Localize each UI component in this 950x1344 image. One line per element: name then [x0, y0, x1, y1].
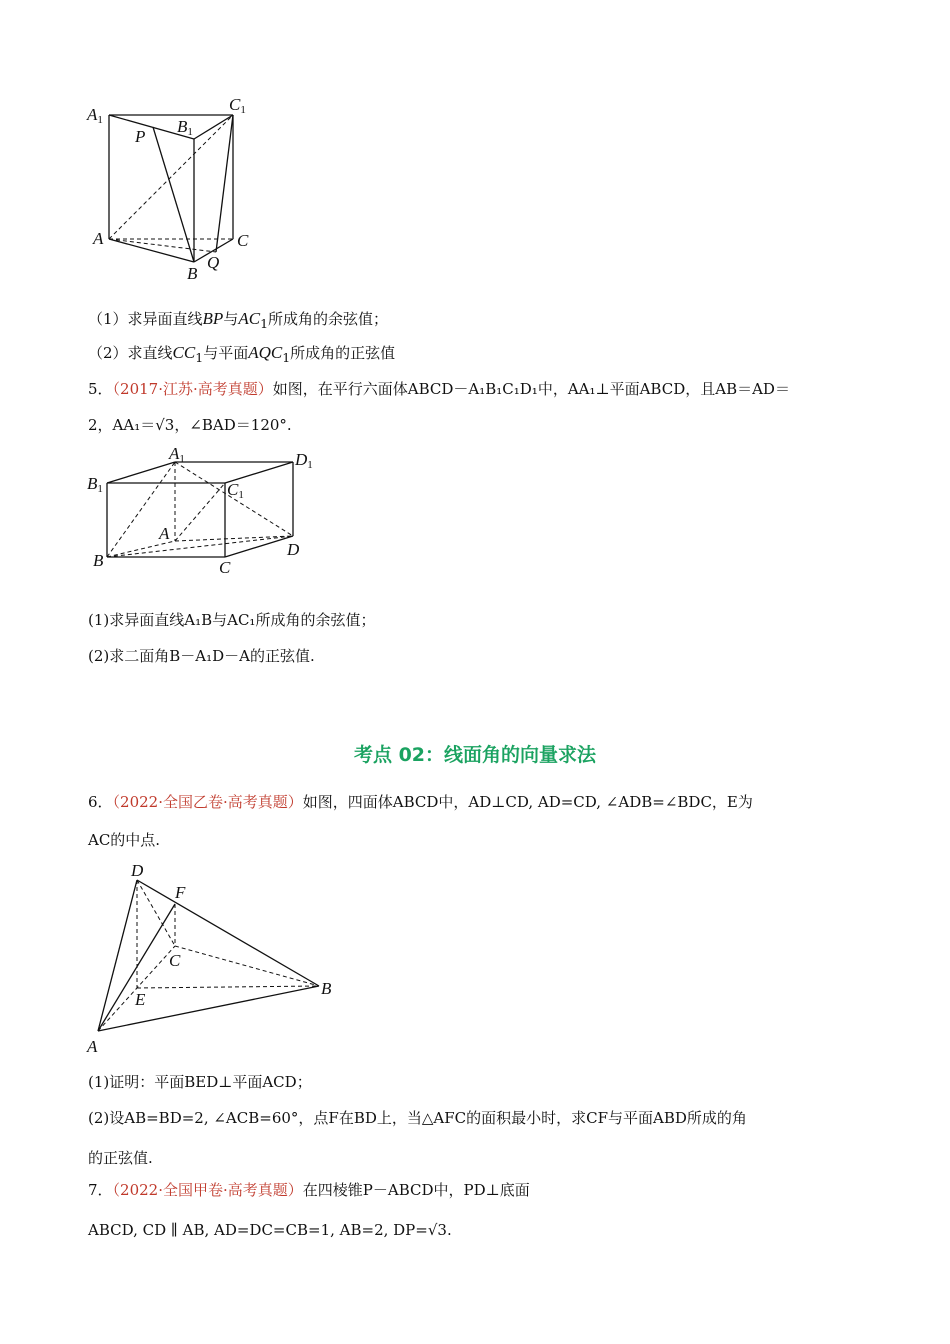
label-c: C	[237, 231, 249, 250]
label-b1: B1	[87, 474, 103, 495]
label-a1: A1	[87, 105, 103, 126]
edge-cd	[225, 536, 293, 557]
label-c: C	[219, 558, 231, 577]
q4-part2: （2）求直线$CC_1$与平面$AQC_1$所成角的正弦值	[88, 343, 396, 365]
seg-qc1	[216, 115, 233, 252]
label-d: D	[131, 861, 144, 880]
q6-stem-line2: AC的中点.	[88, 831, 161, 849]
edge-db	[137, 880, 319, 986]
label-b: B	[321, 979, 332, 998]
label-c1: C1	[229, 95, 246, 116]
q7-source: （2022·全国甲卷·高考真题）	[112, 1181, 303, 1199]
edge-b1a1	[107, 462, 175, 483]
q6-stem-line1: 6．（2022·全国乙卷·高考真题）如图，四面体ABCD中，AD⊥CD, AD=CD, ∠ADB=∠BDC，E为	[88, 793, 753, 811]
diag-ac1	[109, 115, 233, 239]
edge-ab	[98, 986, 319, 1031]
q5-source: （2017·江苏·高考真题）	[112, 380, 273, 398]
edge-ab	[109, 239, 194, 262]
edge-cb	[175, 946, 319, 986]
label-q: Q	[207, 253, 220, 272]
label-e: E	[135, 990, 146, 1009]
seg-eb	[137, 986, 319, 988]
seg-aq	[109, 239, 216, 252]
seg-bd	[107, 536, 293, 557]
figure-parallelepiped	[85, 445, 325, 580]
edge-b1c1	[194, 115, 233, 139]
edge-da	[98, 880, 137, 1031]
label-c1: C1	[227, 480, 244, 501]
figure-prism	[85, 92, 265, 292]
q7-stem-line1: 7．（2022·全国甲卷·高考真题）在四棱锥P－ABCD中，PD⊥底面	[88, 1181, 530, 1199]
label-b: B	[187, 264, 198, 283]
label-f: F	[175, 883, 186, 902]
q4-part1: （1）求异面直线BP与$AC_1$所成角的余弦值；	[88, 309, 389, 331]
seg-pb	[153, 127, 194, 262]
q5-part1: (1)求异面直线A₁B与AC₁所成角的余弦值；	[88, 611, 376, 629]
label-d: D	[287, 540, 300, 559]
seg-ac1	[175, 483, 225, 541]
label-a: A	[159, 524, 170, 543]
section-heading: 考点 02：线面角的向量求法	[353, 744, 597, 766]
q6-part2-cont: 的正弦值.	[88, 1149, 153, 1167]
q5-part2: (2)求二面角B－A₁D－A的正弦值.	[88, 647, 315, 665]
q5-stem-line2: 2，AA₁＝√3，∠BAD＝120°.	[88, 416, 292, 434]
label-a1: A1	[169, 444, 185, 465]
q6-part1: (1)证明：平面BED⊥平面ACD；	[88, 1073, 312, 1091]
label-a: A	[93, 229, 104, 248]
q5-stem-line1: 5．（2017·江苏·高考真题）如图，在平行六面体ABCD－A₁B₁C₁D₁中，AA₁⊥平面ABCD，且AB＝AD＝	[88, 380, 790, 398]
label-c: C	[169, 951, 181, 970]
label-b: B	[93, 551, 104, 570]
label-p: P	[135, 127, 146, 146]
q6-part2: (2)设AB=BD=2, ∠ACB=60°，点F在BD上，当△AFC的面积最小时，求CF与平面ABD所成的角	[88, 1109, 747, 1127]
q7-stem-line2: ABCD, CD ∥ AB, AD=DC=CB=1, AB=2, DP=√3.	[88, 1221, 452, 1239]
label-b1: B1	[177, 117, 193, 138]
figure-tetrahedron	[85, 858, 345, 1058]
label-d1: D1	[295, 450, 313, 471]
seg-a1d	[175, 462, 293, 536]
label-a: A	[87, 1037, 98, 1056]
q6-source: （2022·全国乙卷·高考真题）	[112, 793, 303, 811]
